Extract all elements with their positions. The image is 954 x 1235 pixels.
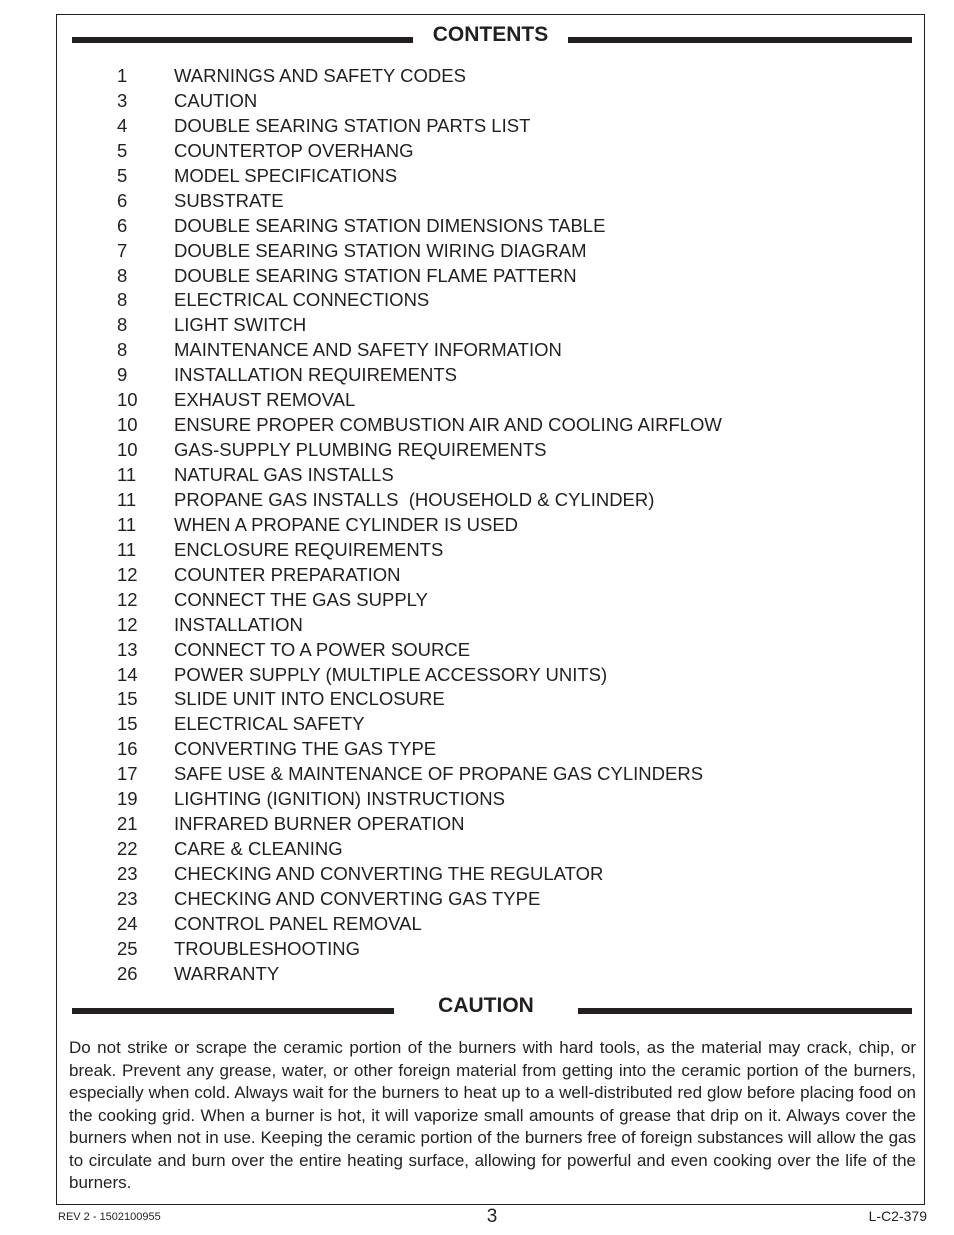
toc-page-number: 10 bbox=[117, 389, 138, 411]
contents-title: CONTENTS bbox=[432, 23, 549, 46]
toc-page-number: 3 bbox=[117, 89, 128, 111]
toc-entry-title: ENSURE PROPER COMBUSTION AIR AND COOLING AIRFLOW bbox=[174, 414, 722, 436]
toc-entry-title: EXHAUST REMOVAL bbox=[174, 389, 356, 411]
toc-page-number: 4 bbox=[117, 114, 128, 136]
toc-entry-title: SUBSTRATE bbox=[174, 189, 284, 211]
toc-page-number: 8 bbox=[117, 339, 128, 361]
toc-entry-title: DOUBLE SEARING STATION DIMENSIONS TABLE bbox=[174, 214, 606, 236]
toc-page-number: 8 bbox=[117, 264, 128, 286]
toc-entry-title: MODEL SPECIFICATIONS bbox=[174, 164, 398, 186]
toc-entry bbox=[117, 89, 877, 114]
toc-entry bbox=[117, 214, 877, 239]
toc-entry-title: COUNTERTOP OVERHANG bbox=[174, 139, 414, 161]
toc-entry bbox=[117, 413, 877, 438]
toc-entry-title: INFRARED BURNER OPERATION bbox=[174, 813, 465, 835]
toc-entry bbox=[117, 488, 877, 513]
toc-entry bbox=[117, 189, 877, 214]
toc-page-number: 7 bbox=[117, 239, 128, 261]
toc-entry bbox=[117, 737, 877, 762]
toc-entry-title: NATURAL GAS INSTALLS bbox=[174, 464, 394, 485]
caution-header bbox=[72, 990, 912, 1022]
toc-entry bbox=[117, 338, 877, 363]
toc-page-number: 11 bbox=[117, 464, 137, 485]
toc-entry bbox=[117, 264, 877, 289]
document-code: L-C2-379 bbox=[868, 1208, 927, 1224]
toc-page-number: 11 bbox=[117, 488, 137, 510]
toc-entry bbox=[117, 837, 877, 862]
toc-entry-title: WARNINGS AND SAFETY CODES bbox=[174, 65, 466, 86]
toc-entry-title: MAINTENANCE AND SAFETY INFORMATION bbox=[174, 339, 562, 361]
toc-entry bbox=[117, 762, 877, 787]
toc-page-number: 21 bbox=[117, 813, 138, 835]
header-rule-right bbox=[568, 37, 912, 43]
toc-page-number: 5 bbox=[117, 164, 128, 186]
toc-page-number: 23 bbox=[117, 887, 138, 909]
toc-page-number: 5 bbox=[117, 139, 128, 161]
toc-entry bbox=[117, 563, 877, 588]
toc-entry-title: INSTALLATION bbox=[174, 613, 303, 635]
page-number: 3 bbox=[486, 1206, 498, 1227]
toc-entry bbox=[117, 887, 877, 912]
toc-page-number: 14 bbox=[117, 663, 138, 685]
contents-header bbox=[72, 19, 912, 51]
toc-entry-title: SLIDE UNIT INTO ENCLOSURE bbox=[174, 688, 445, 710]
toc-entry bbox=[117, 438, 877, 463]
toc-entry-title: GAS-SUPPLY PLUMBING REQUIREMENTS bbox=[174, 439, 547, 461]
toc-entry-title: CAUTION bbox=[174, 89, 258, 111]
toc-entry bbox=[117, 787, 877, 812]
toc-entry-title: ENCLOSURE REQUIREMENTS bbox=[174, 538, 444, 560]
toc-entry bbox=[117, 463, 877, 488]
toc-entry bbox=[117, 912, 877, 937]
toc-entry bbox=[117, 812, 877, 837]
toc-page-number: 11 bbox=[117, 513, 137, 535]
toc-entry bbox=[117, 638, 877, 663]
toc-entry bbox=[117, 288, 877, 313]
toc-entry-title: DOUBLE SEARING STATION PARTS LIST bbox=[174, 114, 531, 136]
toc-entry bbox=[117, 164, 877, 189]
toc-page-number: 12 bbox=[117, 588, 138, 610]
toc-page-number: 13 bbox=[117, 638, 138, 660]
toc-page-number: 16 bbox=[117, 738, 138, 760]
toc-page-number: 8 bbox=[117, 289, 128, 311]
caution-title: CAUTION bbox=[438, 994, 534, 1017]
toc-entry bbox=[117, 239, 877, 264]
toc-entry-title: ELECTRICAL SAFETY bbox=[174, 713, 365, 735]
toc-page-number: 17 bbox=[117, 763, 138, 785]
toc-page-number: 6 bbox=[117, 189, 128, 211]
header-rule-right bbox=[578, 1008, 912, 1014]
toc-page-number: 10 bbox=[117, 439, 138, 461]
toc-entry-title: WARRANTY bbox=[174, 962, 280, 984]
toc-entry bbox=[117, 64, 877, 89]
toc-page-number: 1 bbox=[117, 65, 128, 86]
caution-paragraph: Do not strike or scrape the ceramic portion of the burners with hard tools, as the material may crack, chip, or break. Prevent any grease, water, or other foreign material from getting into the ceramic portion of the burners, especially when cold. Always wait for the burners to heat up to a well-distributed red glow before placing food on the cooking grid. When a burner is hot, it will vaporize small amounts of grease that drip on it. Always cover the burners when not in use. Keeping the ceramic portion of the burners free of foreign substances will allow the gas to circulate and burn over the entire heating surface, allowing for powerful and even cooking over the life of the burners. bbox=[69, 1038, 916, 1192]
toc-page-number: 9 bbox=[117, 364, 128, 386]
toc-entry bbox=[117, 313, 877, 338]
table-of-contents bbox=[117, 64, 877, 987]
toc-page-number: 11 bbox=[117, 538, 137, 560]
toc-page-number: 8 bbox=[117, 314, 128, 336]
toc-page-number: 26 bbox=[117, 962, 138, 984]
header-rule-left bbox=[72, 37, 413, 43]
toc-page-number: 12 bbox=[117, 563, 138, 585]
toc-entry-title: DOUBLE SEARING STATION WIRING DIAGRAM bbox=[174, 239, 587, 261]
toc-page-number: 24 bbox=[117, 912, 138, 934]
toc-entry bbox=[117, 588, 877, 613]
toc-entry bbox=[117, 962, 877, 987]
toc-page-number: 10 bbox=[117, 414, 138, 436]
toc-page-number: 23 bbox=[117, 863, 138, 884]
toc-entry-title: INSTALLATION REQUIREMENTS bbox=[174, 364, 458, 386]
toc-entry-title: COUNTER PREPARATION bbox=[174, 563, 401, 585]
toc-entry-title: WHEN A PROPANE CYLINDER IS USED bbox=[174, 513, 519, 535]
toc-entry-title: CONVERTING THE GAS TYPE bbox=[174, 738, 437, 760]
toc-entry-title: CARE & CLEANING bbox=[174, 838, 343, 860]
toc-entry bbox=[117, 139, 877, 164]
toc-entry bbox=[117, 862, 877, 887]
toc-entry bbox=[117, 388, 877, 413]
toc-entry-title: CONNECT TO A POWER SOURCE bbox=[174, 638, 471, 660]
toc-entry-title: CONTROL PANEL REMOVAL bbox=[174, 912, 422, 934]
toc-entry-title: CHECKING AND CONVERTING GAS TYPE bbox=[174, 887, 541, 909]
toc-entry-title: LIGHTING (IGNITION) INSTRUCTIONS bbox=[174, 788, 505, 810]
toc-page-number: 15 bbox=[117, 713, 138, 735]
toc-entry-title: LIGHT SWITCH bbox=[174, 314, 307, 336]
revision-label: REV 2 - 1502100955 bbox=[58, 1211, 161, 1223]
toc-page-number: 22 bbox=[117, 838, 138, 860]
toc-entry bbox=[117, 538, 877, 563]
toc-page-number: 25 bbox=[117, 937, 138, 959]
toc-entry bbox=[117, 363, 877, 388]
toc-page-number: 19 bbox=[117, 788, 138, 810]
toc-entry-title: DOUBLE SEARING STATION FLAME PATTERN bbox=[174, 264, 577, 286]
toc-entry-title: PROPANE GAS INSTALLS (HOUSEHOLD & CYLINDER) bbox=[174, 488, 655, 510]
toc-entry-title: TROUBLESHOOTING bbox=[174, 937, 361, 959]
header-rule-left bbox=[72, 1008, 394, 1014]
toc-entry-title: ELECTRICAL CONNECTIONS bbox=[174, 289, 430, 311]
toc-entry bbox=[117, 114, 877, 139]
toc-entry bbox=[117, 712, 877, 737]
toc-entry bbox=[117, 613, 877, 638]
toc-entry bbox=[117, 663, 877, 688]
toc-entry-title: CONNECT THE GAS SUPPLY bbox=[174, 588, 428, 610]
toc-entry-title: SAFE USE & MAINTENANCE OF PROPANE GAS CYLINDERS bbox=[174, 763, 704, 785]
toc-page-number: 6 bbox=[117, 214, 128, 236]
toc-entry bbox=[117, 687, 877, 712]
toc-entry bbox=[117, 513, 877, 538]
toc-entry bbox=[117, 937, 877, 962]
toc-entry-title: CHECKING AND CONVERTING THE REGULATOR bbox=[174, 863, 604, 884]
toc-page-number: 15 bbox=[117, 688, 138, 710]
toc-entry-title: POWER SUPPLY (MULTIPLE ACCESSORY UNITS) bbox=[174, 663, 608, 685]
toc-page-number: 12 bbox=[117, 613, 138, 635]
